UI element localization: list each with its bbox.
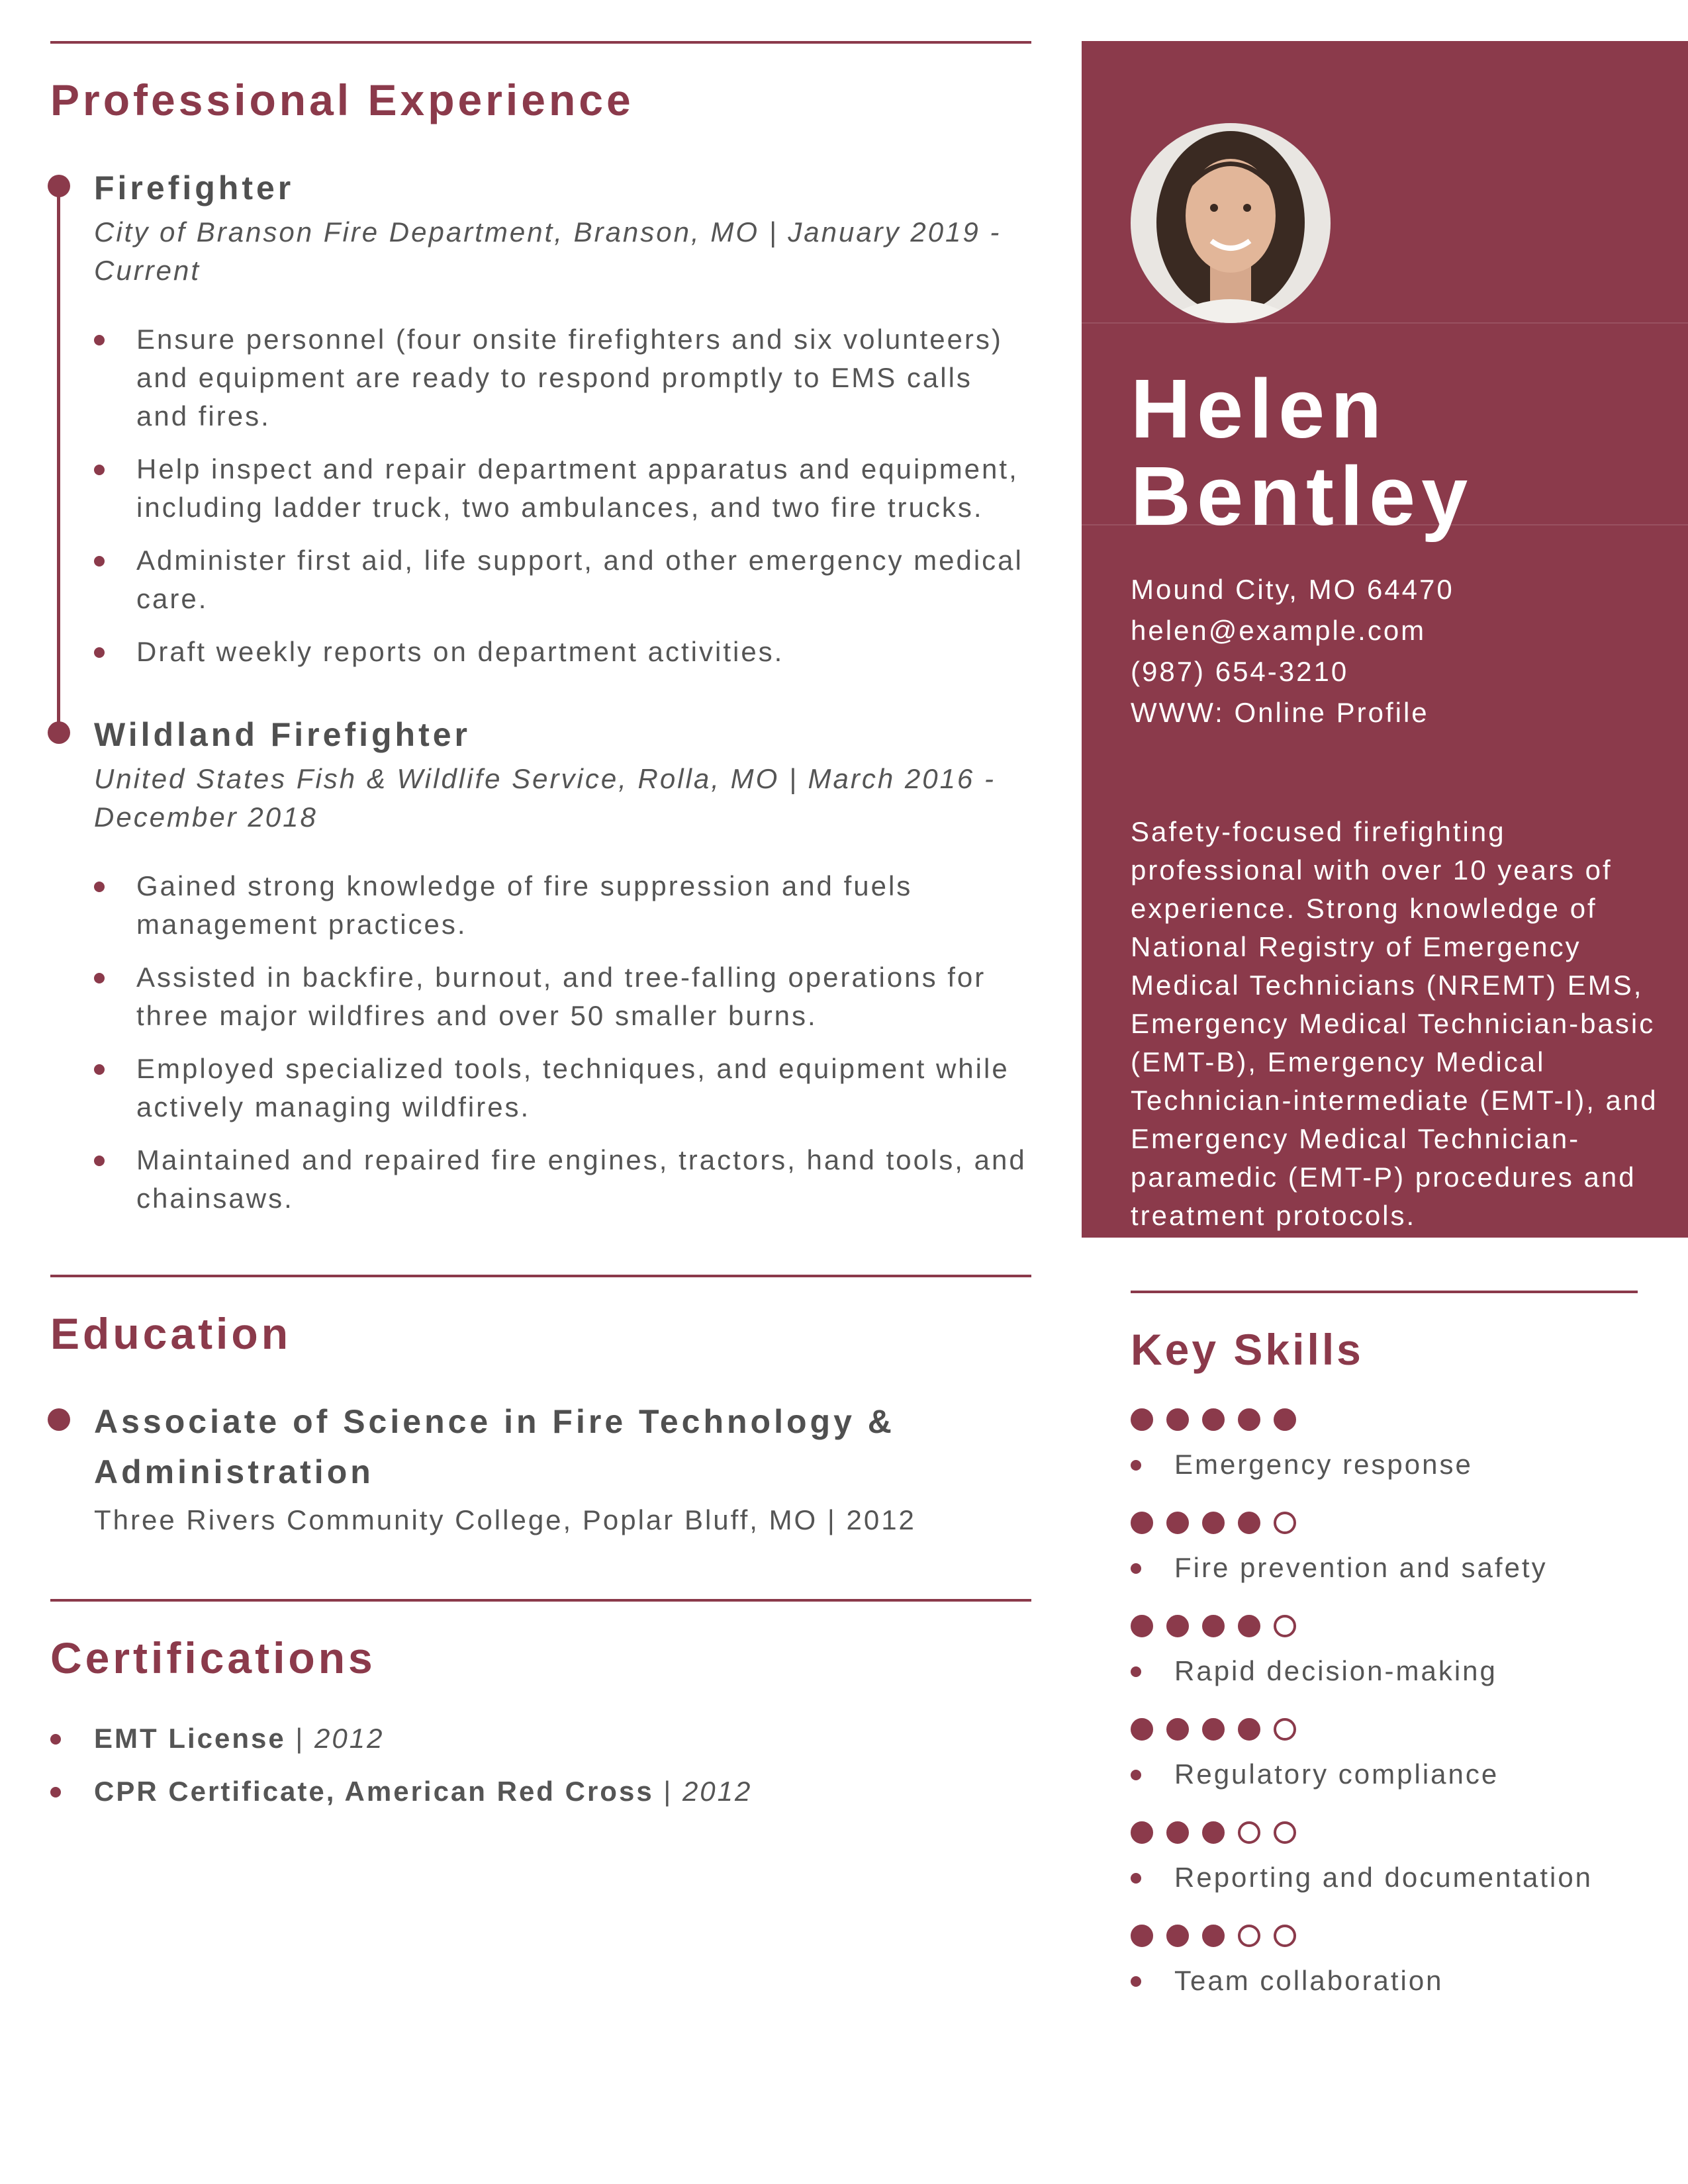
list-item: Administer first aid, life support, and other emergency medical care. bbox=[136, 541, 1031, 618]
rating-dot-empty bbox=[1238, 1925, 1260, 1947]
skill-rating bbox=[1131, 1512, 1638, 1534]
rating-dot-filled bbox=[1238, 1408, 1260, 1431]
skill-item bbox=[1131, 1821, 1638, 1897]
rating-dot-filled bbox=[1202, 1821, 1225, 1844]
rating-dot-filled bbox=[1202, 1718, 1225, 1741]
sidebar-divider bbox=[1082, 524, 1688, 525]
section-divider bbox=[50, 41, 1031, 44]
rating-dot-empty bbox=[1238, 1821, 1260, 1844]
rating-dot-filled bbox=[1238, 1512, 1260, 1534]
first-name: Helen bbox=[1131, 362, 1388, 455]
section-divider bbox=[1131, 1291, 1638, 1293]
rating-dot-filled bbox=[1166, 1718, 1189, 1741]
rating-dot-filled bbox=[1131, 1925, 1153, 1947]
skill-name: Fire prevention and safety bbox=[1131, 1549, 1638, 1587]
list-item: EMT License | 2012 bbox=[50, 1719, 1031, 1758]
skill-item bbox=[1131, 1408, 1638, 1484]
job-meta: City of Branson Fire Department, Branson, MO | January 2019 - Current bbox=[94, 216, 1002, 286]
rating-dot-filled bbox=[1131, 1718, 1153, 1741]
main-column bbox=[50, 41, 1031, 1825]
rating-dot-empty bbox=[1274, 1718, 1296, 1741]
cert-year: 2012 bbox=[314, 1723, 385, 1754]
skills-list bbox=[1131, 1408, 1638, 2000]
experience-heading: Professional Experience bbox=[50, 75, 634, 124]
degree-title: Associate of Science in Fire Technology & Administration bbox=[94, 1403, 895, 1490]
list-item: Draft weekly reports on department activities. bbox=[136, 633, 1031, 671]
rating-dot-filled bbox=[1166, 1512, 1189, 1534]
rating-dot-filled bbox=[1202, 1512, 1225, 1534]
rating-dot-filled bbox=[1131, 1408, 1153, 1431]
skill-item bbox=[1131, 1512, 1638, 1587]
skill-name: Reporting and documentation bbox=[1131, 1858, 1638, 1897]
list-item: CPR Certificate, American Red Cross | 2012 bbox=[50, 1772, 1031, 1811]
certifications-heading: Certifications bbox=[50, 1633, 376, 1682]
skill-item bbox=[1131, 1925, 1638, 2000]
experience-list bbox=[50, 168, 1031, 1218]
skill-rating bbox=[1131, 1925, 1638, 1947]
avatar bbox=[1131, 123, 1331, 323]
rating-dot-empty bbox=[1274, 1925, 1296, 1947]
school-info: Three Rivers Community College, Poplar Bluff, MO | 2012 bbox=[94, 1504, 916, 1535]
rating-dot-filled bbox=[1202, 1615, 1225, 1637]
rating-dot-filled bbox=[1238, 1615, 1260, 1637]
rating-dot-filled bbox=[1166, 1615, 1189, 1637]
cert-name: CPR Certificate, American Red Cross bbox=[94, 1776, 654, 1807]
job-bullets bbox=[94, 320, 1031, 671]
rating-dot-empty bbox=[1274, 1821, 1296, 1844]
timeline-dot bbox=[48, 1408, 70, 1431]
cert-year: 2012 bbox=[682, 1776, 753, 1807]
skill-name: Emergency response bbox=[1131, 1445, 1638, 1484]
section-divider bbox=[50, 1599, 1031, 1602]
skill-rating bbox=[1131, 1821, 1638, 1844]
timeline-dot bbox=[48, 175, 70, 197]
certifications-list bbox=[50, 1719, 1031, 1811]
skill-item bbox=[1131, 1718, 1638, 1794]
skill-rating bbox=[1131, 1615, 1638, 1637]
rating-dot-filled bbox=[1131, 1821, 1153, 1844]
rating-dot-filled bbox=[1131, 1512, 1153, 1534]
skill-name: Rapid decision-making bbox=[1131, 1652, 1638, 1690]
list-item: Help inspect and repair department apparatus and equipment, including ladder truck, two ambulances, and two fire trucks. bbox=[136, 450, 1031, 527]
rating-dot-empty bbox=[1274, 1512, 1296, 1534]
list-item: Ensure personnel (four onsite firefighters and six volunteers) and equipment are ready to respond promptly to EMS calls and fires. bbox=[136, 320, 1031, 435]
website-link[interactable]: WWW: Online Profile bbox=[1131, 697, 1429, 728]
job-title: Wildland Firefighter bbox=[94, 716, 471, 753]
list-item: Maintained and repaired fire engines, tractors, hand tools, and chainsaws. bbox=[136, 1141, 1031, 1218]
rating-dot-filled bbox=[1166, 1925, 1189, 1947]
list-item: Assisted in backfire, burnout, and tree-falling operations for three major wildfires and over 50 smaller burns. bbox=[136, 958, 1031, 1035]
sidebar-divider bbox=[1082, 322, 1688, 324]
job-entry bbox=[50, 168, 1031, 671]
email-link[interactable]: helen@example.com bbox=[1131, 615, 1427, 646]
skills-section bbox=[1131, 1291, 1638, 2028]
education-entry bbox=[50, 1396, 1031, 1539]
job-meta: United States Fish & Wildlife Service, Rolla, MO | March 2016 - December 2018 bbox=[94, 763, 996, 833]
phone-text: (987) 654-3210 bbox=[1131, 656, 1349, 687]
job-bullets bbox=[94, 867, 1031, 1218]
timeline-dot bbox=[48, 721, 70, 744]
skill-rating bbox=[1131, 1718, 1638, 1741]
job-entry bbox=[50, 715, 1031, 1218]
portrait-photo bbox=[1131, 123, 1331, 323]
cert-name: EMT License bbox=[94, 1723, 286, 1754]
profile-summary: Safety-focused firefighting professional with over 10 years of experience. Strong knowledge of National Registry of Emergency Medical Technicians (NREMT) EMS, Emergency Medical Technician-basic (EMT-B), Emergency Medical Technician-intermediate (EMT-I), and Emergency Medical Technician-paramedic (EMT-P) procedures and treatment protocols. bbox=[1131, 816, 1658, 1231]
skill-name: Regulatory compliance bbox=[1131, 1755, 1638, 1794]
skill-name: Team collaboration bbox=[1131, 1962, 1638, 2000]
rating-dot-filled bbox=[1131, 1615, 1153, 1637]
location-text: Mound City, MO 64470 bbox=[1131, 574, 1454, 605]
education-heading: Education bbox=[50, 1309, 292, 1358]
contact-info bbox=[1131, 569, 1454, 733]
job-title: Firefighter bbox=[94, 169, 295, 206]
skill-item bbox=[1131, 1615, 1638, 1690]
skill-rating bbox=[1131, 1408, 1638, 1431]
list-item: Employed specialized tools, techniques, and equipment while actively managing wildfires. bbox=[136, 1050, 1031, 1126]
rating-dot-filled bbox=[1238, 1718, 1260, 1741]
full-name bbox=[1131, 362, 1474, 543]
rating-dot-filled bbox=[1274, 1408, 1296, 1431]
rating-dot-empty bbox=[1274, 1615, 1296, 1637]
profile-sidebar bbox=[1082, 41, 1688, 1238]
last-name: Bentley bbox=[1131, 449, 1474, 543]
section-divider bbox=[50, 1275, 1031, 1277]
rating-dot-filled bbox=[1166, 1408, 1189, 1431]
rating-dot-filled bbox=[1166, 1821, 1189, 1844]
skills-heading: Key Skills bbox=[1131, 1325, 1364, 1374]
rating-dot-filled bbox=[1202, 1925, 1225, 1947]
list-item: Gained strong knowledge of fire suppression and fuels management practices. bbox=[136, 867, 1031, 944]
rating-dot-filled bbox=[1202, 1408, 1225, 1431]
